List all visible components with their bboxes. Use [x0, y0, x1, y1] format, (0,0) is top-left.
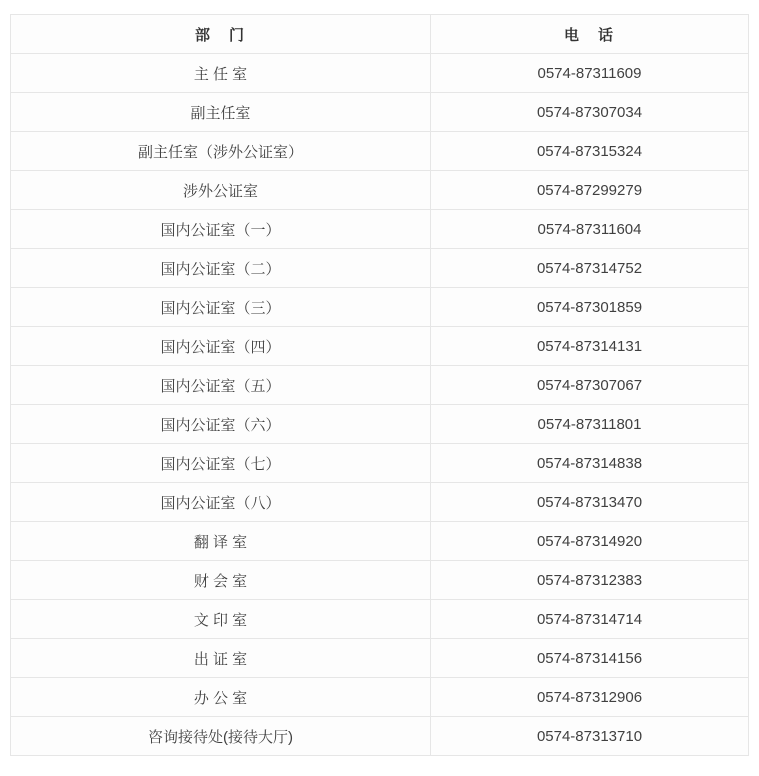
- table-row: [11, 639, 749, 678]
- table-row: [11, 600, 749, 639]
- phone-cell: 0574-87312906: [431, 678, 749, 717]
- phone-cell: 0574-87314752: [431, 249, 749, 288]
- table-row: [11, 717, 749, 756]
- table-row: [11, 444, 749, 483]
- phone-cell: 0574-87299279: [431, 171, 749, 210]
- table-row: [11, 93, 749, 132]
- table-row: [11, 171, 749, 210]
- department-cell: 咨询接待处(接待大厅): [11, 717, 431, 756]
- phone-cell: 0574-87314131: [431, 327, 749, 366]
- phone-cell: 0574-87312383: [431, 561, 749, 600]
- table-row: [11, 54, 749, 93]
- phone-directory-table: [10, 14, 749, 756]
- department-cell: 国内公证室（二）: [11, 249, 431, 288]
- phone-cell: 0574-87307067: [431, 366, 749, 405]
- page: [0, 14, 759, 776]
- table-row: [11, 678, 749, 717]
- table-row: [11, 210, 749, 249]
- department-cell: 国内公证室（三）: [11, 288, 431, 327]
- department-cell: 国内公证室（八）: [11, 483, 431, 522]
- table-row: [11, 249, 749, 288]
- department-cell: 副主任室: [11, 93, 431, 132]
- department-cell: 国内公证室（五）: [11, 366, 431, 405]
- phone-cell: 0574-87311609: [431, 54, 749, 93]
- table-row: [11, 288, 749, 327]
- phone-cell: 0574-87311604: [431, 210, 749, 249]
- phone-cell: 0574-87313710: [431, 717, 749, 756]
- phone-cell: 0574-87301859: [431, 288, 749, 327]
- phone-cell: 0574-87313470: [431, 483, 749, 522]
- department-cell: 国内公证室（七）: [11, 444, 431, 483]
- table-row: [11, 366, 749, 405]
- department-cell: 出 证 室: [11, 639, 431, 678]
- table-row: [11, 327, 749, 366]
- department-cell: 涉外公证室: [11, 171, 431, 210]
- table-row: [11, 483, 749, 522]
- department-cell: 办 公 室: [11, 678, 431, 717]
- phone-cell: 0574-87314838: [431, 444, 749, 483]
- phone-cell: 0574-87314920: [431, 522, 749, 561]
- department-cell: 翻 译 室: [11, 522, 431, 561]
- table-row: [11, 405, 749, 444]
- department-cell: 国内公证室（四）: [11, 327, 431, 366]
- table-row: [11, 561, 749, 600]
- phone-cell: 0574-87311801: [431, 405, 749, 444]
- department-cell: 主 任 室: [11, 54, 431, 93]
- department-cell: 副主任室（涉外公证室）: [11, 132, 431, 171]
- table-header-row: [11, 15, 749, 54]
- department-column-header: 部 门: [11, 15, 431, 54]
- department-cell: 文 印 室: [11, 600, 431, 639]
- department-cell: 财 会 室: [11, 561, 431, 600]
- phone-cell: 0574-87307034: [431, 93, 749, 132]
- phone-cell: 0574-87315324: [431, 132, 749, 171]
- table-row: [11, 522, 749, 561]
- phone-cell: 0574-87314714: [431, 600, 749, 639]
- department-cell: 国内公证室（一）: [11, 210, 431, 249]
- phone-cell: 0574-87314156: [431, 639, 749, 678]
- table-row: [11, 132, 749, 171]
- table-body: [11, 54, 749, 756]
- department-cell: 国内公证室（六）: [11, 405, 431, 444]
- phone-column-header: 电 话: [431, 15, 749, 54]
